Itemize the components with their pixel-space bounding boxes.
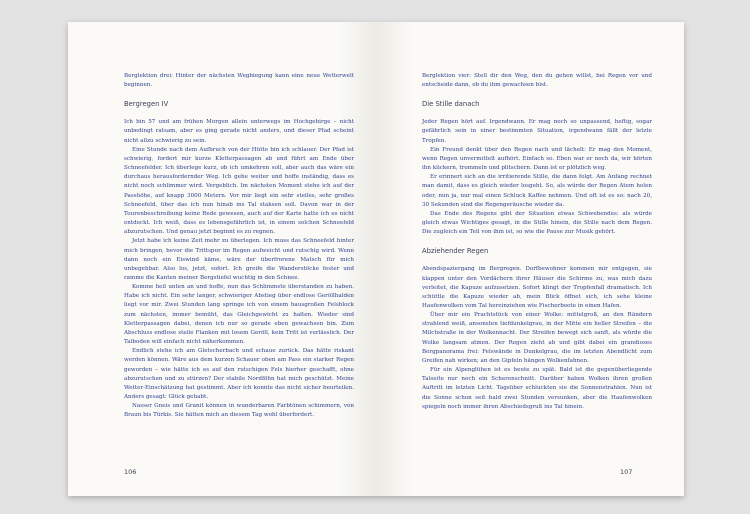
lesson-note: Bergl​ektion vier: Stell dir den Weg, den du gehen willst, bei Regen vor und entscheide dann, ob du ihm gewachsen bist. [422,73,652,89]
paragraph: Ein Freund denkt über den Regen nach und lächelt: Er mag den Moment, wenn Regen unvermittelt aufhört. Einfach so. Eben war er noch da, wir hörten ihn klickern, trommeln und plitschern. Dann ist er plötzlich weg. [422,146,652,172]
paragraph: Das Ende des Regens gibt der Situation etwas Schwebendes: als würde gleich etwas Wichtiges gesagt, in die Stille hinein, die Stille nach dem Regen. Die zugleich ein Teil von ihm ist, so wie die Pause zur Musik gehört. [422,210,652,236]
left-page-text [124,72,354,420]
paragraph: Komme heil unten an und hoffe, nun das Schlimmste überstanden zu haben. Habe ich nicht. Ein sehr langer, schwieriger Abstieg über endlose Geröllhalden liegt vor mir. Zwei Stunden lang springe ich von einem hausgroßen Felsblock zum nächsten, immer bemüht, das Gleichgewicht zu halten. Wieder sind Kletterpassagen dabei, denen ich nur so gerade eben gewachsen bin. Zum Abschluss endlose steile Flanken mit losem Geröll, kein Tritt ist verlässlich. Der Talboden will einfach nicht näherkommen. [124,284,354,346]
open-book [68,22,684,496]
lesson-note: Bergl​ektion drei: Hinter der nächsten Wegbiegung kann eine neue Wetterwelt beginnen. [124,73,354,89]
paragraph: Über mir ein Prachtstück von einer Wolke: mittelgroß, an den Rändern strahlend weiß, ansonsten tiefdunkelgrau, in der Mitte ein heller Streifen – die Milchstraße in der Wolkennacht. Der Streifen bewegt sich sanft, als würde die Wolke langsam atmen. Der Regen zieht ab und gibt dabei ein grandioses Bergpanorama frei: Felswände in Dunkelgrau, die im letzten Abendlicht zum Greifen nah wirken; an den Gipfeln hängen Wolkenfahnen. [422,312,652,364]
section-heading: Bergregen IV [124,100,169,109]
page-number: 107 [620,468,633,476]
section-heading: Abziehender Regen [422,247,489,256]
paragraph: Endlich stehe ich am Gletscherbach und schaue zurück. Das hätte riskant werden können. Wäre aus dem kurzen Schauer oben am Pass ein starker Regen geworden – wie hätte ich es auf den rutschigen Fels hierher geschafft, ohne abzurutschen und zu stürzen? Der stabile Nordföhn hat mich geschützt. Meine Wetter-Einschätzung hat gestimmt. Aber ich konnte das nicht sicher beurteilen. Anders gesagt: Glück gehabt. [124,348,354,400]
paragraph: Für ein Alpenglühen ist es heute zu spät. Bald ist die gegenüberliegende Talseite nur noch ein Scherenschnitt. Darüber haben Wolken ihren großen Auftritt im letzten Licht. Tagsüber schluckten sie die Sonnenstrahlen. Nun ist die Sonne schon seit bald zwei Stunden versunken, aber die Haufenwolken spiegeln noch immer ihren Abschiedsgruß ins Tal hinein. [422,367,652,410]
paragraph: Jetzt habe ich keine Zeit mehr zu überlegen. Ich muss das Schneefeld hinter mich bringen, bevor die Trittspur im Regen aufweicht und rutschig wird. Wenn dann noch ein Eiswind käme, wäre der überfrorene Matsch für mich unbegehbar. Also los, jetzt, sofort. Ich greife die Wanderstöcke fester und ramme die Kanten meiner Bergstiefel wuchtig in den Schnee. [124,238,354,281]
paragraph: Eine Stunde nach dem Aufbruch von der Hütte bin ich schlauer. Der Pfad ist schwierig, fordert mir kurze Kletterpassagen ab und führt am Ende über Schneefelder. Ich überlege kurz, ob ich umkehren soll, aber auch das wäre ein durchaus herausfordernder Weg. Ich gehe weiter und hoffe inständig, dass es nicht noch schlimmer wird. Vergeblich. Im nächsten Moment stehe ich auf der Passhöhe, auf knapp 3000 Metern. Vor mir liegt ein sehr steiles, sehr großes Schneefeld, über das ich nun hinab ins Tal staksen soll. Davon war in der Tourenbeschreibung keine Rede gewesen, auch auf der Karte hatte ich es nicht entdeckt. Ich weiß, dass es lebensgefährlich ist, in einem solchen Schneefeld abzurutschen. Und genau jetzt beginnt es zu regnen. [124,146,354,236]
paragraph: Nasser Gneis und Granit können in wunderbaren Farbtönen schimmern, von Braun bis Türkis. Sie hätten mich an diesem Tag wohl überfordert. [124,403,354,419]
left-page [68,22,376,496]
paragraph: Er erinnert sich an die irritierende Stille, die dann folgt. Am Anfang rechnet man damit, dass es gleich wieder losgeht. So, als würde der Regen Atem holen oder, nun ja, nur mal einen Schluck Kaffee nehmen. Und oft ist es so: nach 20, 30 Sekunden sind die Regengeräusche wieder da. [422,174,652,208]
paragraph: Jeder Regen hört auf. Irgendwann. Er mag noch so unpassend, heftig, sogar gefährlich sein in einer bestimmten Situation, irgendwann fällt der letzte Tropfen. [422,119,652,144]
right-page [376,22,684,496]
paragraph: Abendspaziergang im Bergregen. Dorfbewohner kommen mir entgegen, sie klappen unter den Vordächern ihrer Häuser die Schirme zu, was mich dazu verleitet, die Kapuze aufzusetzen. Sofort klingt der Tropfenfall dramatisch. Ich schüttle die Kapuze wieder ab, mein Blick öffnet sich, ich sehe kleine Haufenwolken vom Tal hereinziehen wie Fischerboote in einen Hafen. [422,266,652,309]
paragraph: Ich bin 57 und am frühen Morgen allein unterwegs im Hochgebirge – nicht unbedingt ratsam, aber es ging gerade nicht anders, und dieser Pfad scheint nicht allzu schwierig zu sein. [124,119,354,144]
section-heading: Die Stille danach [422,100,480,109]
page-number: 106 [124,468,137,476]
right-page-text [422,72,652,412]
